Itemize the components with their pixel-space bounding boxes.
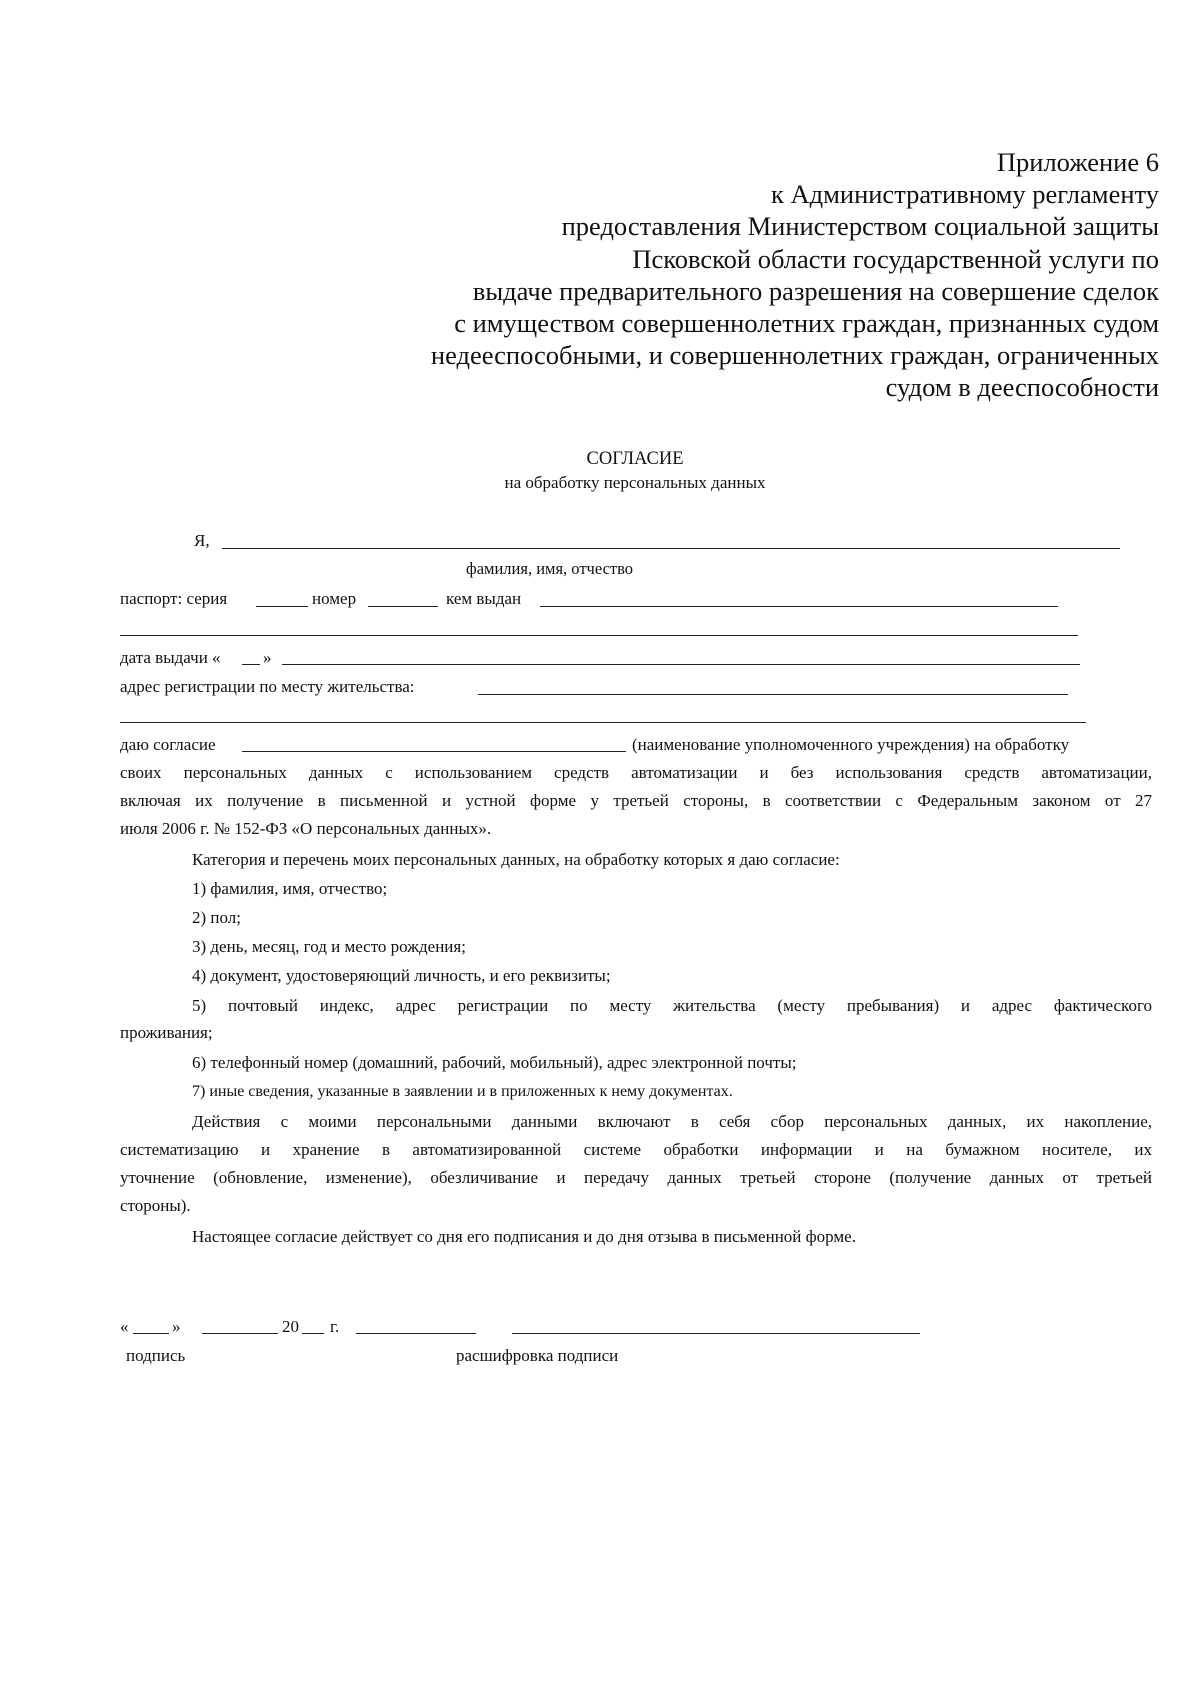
actions-text-line: стороны).	[120, 1196, 191, 1215]
annex-header	[259, 146, 1159, 404]
year-suffix: г.	[330, 1317, 340, 1336]
category-intro: Категория и перечень моих персональных данных, на обработку которых я даю согласие:	[192, 850, 840, 869]
passport-series-label: паспорт: серия	[120, 589, 228, 608]
document-subtitle: на обработку персональных данных	[504, 473, 766, 492]
actions-text-line: уточнение (обновление, изменение), обезличивание и передачу данных третьей стороне (получение данных от третьей	[120, 1168, 1152, 1187]
issued-by-label: кем выдан	[446, 589, 522, 608]
passport-number-label: номер	[312, 589, 357, 608]
institution-field[interactable]	[242, 751, 626, 752]
header-line: Псковской области государственной услуги по	[632, 243, 1159, 274]
issue-date-label-open: дата выдачи «	[120, 648, 221, 667]
year-prefix: 20	[282, 1317, 299, 1336]
consent-label: даю согласие	[120, 735, 216, 754]
list-item: 4) документ, удостоверяющий личность, и его реквизиты;	[192, 966, 611, 985]
consent-text-line: своих персональных данных с использованием средств автоматизации и без использования средств автоматизации,	[120, 763, 1152, 782]
header-line: предоставления Министерством социальной защиты	[561, 211, 1159, 242]
header-line: недееспособными, и совершеннолетних граждан, ограниченных	[430, 340, 1159, 371]
list-item: 1) фамилия, имя, отчество;	[192, 879, 388, 898]
address-field-continued[interactable]	[120, 722, 1086, 723]
issued-by-field-continued[interactable]	[120, 635, 1078, 636]
ya-label: Я,	[194, 531, 210, 550]
fio-caption: фамилия, имя, отчество	[466, 559, 634, 578]
consent-text-line: июля 2006 г. № 152-ФЗ «О персональных данных».	[120, 819, 492, 838]
list-item: 3) день, месяц, год и место рождения;	[192, 937, 466, 956]
list-item: 2) пол;	[192, 908, 241, 927]
signature-decryption-field[interactable]	[512, 1333, 920, 1334]
issue-date-field[interactable]	[282, 664, 1080, 665]
list-item: 7) иные сведения, указанные в заявлении и в приложенных к нему документах.	[192, 1083, 733, 1100]
signature-field[interactable]	[356, 1333, 476, 1334]
address-field[interactable]	[478, 694, 1068, 695]
list-item: 5) почтовый индекс, адрес регистрации по месту жительства (месту пребывания) и адрес фактического	[192, 996, 1152, 1015]
passport-number-field[interactable]	[368, 606, 438, 607]
signature-caption: подпись	[126, 1346, 186, 1365]
decryption-caption: расшифровка подписи	[456, 1346, 619, 1365]
header-line: Приложение 6	[996, 147, 1159, 177]
sign-day-field[interactable]	[133, 1333, 169, 1334]
validity-text: Настоящее согласие действует со дня его подписания и до дня отзыва в письменной форме.	[192, 1227, 856, 1246]
issued-by-field[interactable]	[540, 606, 1058, 607]
document-title: СОГЛАСИЕ	[586, 449, 684, 469]
issue-date-label-close: »	[263, 648, 272, 667]
date-quote-open: «	[120, 1317, 129, 1336]
sign-year-field[interactable]	[302, 1333, 324, 1334]
address-label: адрес регистрации по месту жительства:	[120, 677, 415, 696]
header-line: с имуществом совершеннолетних граждан, признанных судом	[454, 308, 1159, 339]
institution-caption: (наименование уполномоченного учреждения) на обработку	[632, 735, 1070, 754]
consent-text-line: включая их получение в письменной и устной форме у третьей стороны, в соответствии с Федеральным законом от 27	[120, 791, 1152, 810]
header-line: судом в дееспособности	[885, 372, 1159, 403]
actions-text-line: Действия с моими персональными данными включают в себя сбор персональных данных, их накопление,	[192, 1112, 1152, 1131]
list-item-continued: проживания;	[120, 1023, 213, 1042]
header-line: к Административному регламенту	[771, 179, 1159, 210]
fio-field[interactable]	[222, 548, 1120, 549]
list-item: 6) телефонный номер (домашний, рабочий, мобильный), адрес электронной почты;	[192, 1053, 797, 1072]
passport-series-field[interactable]	[256, 606, 308, 607]
header-line: выдаче предварительного разрешения на совершение сделок	[472, 275, 1159, 306]
date-quote-close: »	[172, 1317, 181, 1336]
sign-month-field[interactable]	[202, 1333, 278, 1334]
issue-day-field[interactable]	[242, 664, 260, 665]
actions-text-line: систематизацию и хранение в автоматизированной системе обработки информации и на бумажном носителе, их	[120, 1140, 1152, 1159]
